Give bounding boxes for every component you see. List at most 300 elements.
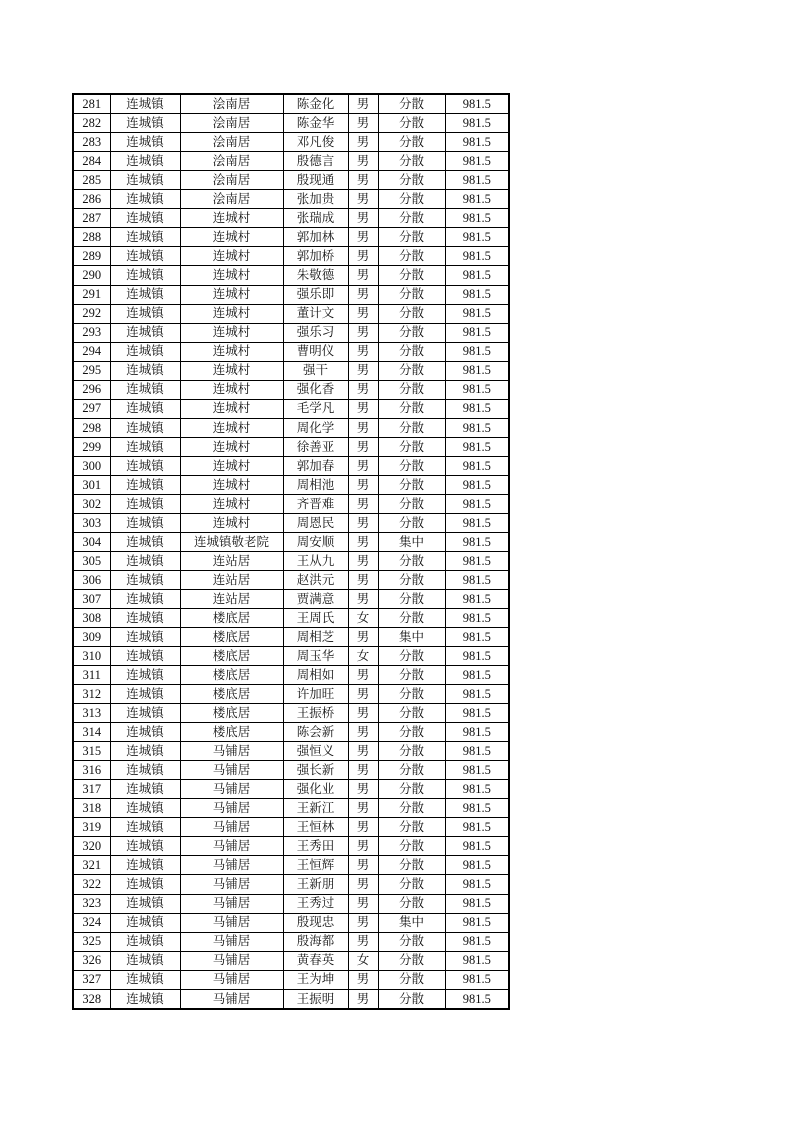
amount: 981.5 — [445, 418, 509, 437]
amount: 981.5 — [445, 437, 509, 456]
row-number: 322 — [73, 875, 110, 894]
row-number: 287 — [73, 209, 110, 228]
support-type: 分散 — [378, 856, 445, 875]
table-row — [73, 437, 509, 456]
gender: 男 — [348, 799, 378, 818]
support-type: 分散 — [378, 361, 445, 380]
village: 马铺居 — [180, 761, 283, 780]
village: 浍南居 — [180, 133, 283, 152]
village: 连站居 — [180, 551, 283, 570]
town: 连城镇 — [110, 266, 180, 285]
table-body — [73, 94, 509, 1009]
person-name: 王新朋 — [283, 875, 348, 894]
table-row — [73, 532, 509, 551]
row-number: 283 — [73, 133, 110, 152]
support-type: 分散 — [378, 761, 445, 780]
gender: 男 — [348, 494, 378, 513]
amount: 981.5 — [445, 590, 509, 609]
town: 连城镇 — [110, 475, 180, 494]
amount: 981.5 — [445, 647, 509, 666]
table-row — [73, 285, 509, 304]
town: 连城镇 — [110, 304, 180, 323]
row-number: 297 — [73, 399, 110, 418]
amount: 981.5 — [445, 532, 509, 551]
support-type: 分散 — [378, 94, 445, 114]
table-row — [73, 228, 509, 247]
person-name: 赵洪元 — [283, 570, 348, 589]
support-type: 分散 — [378, 152, 445, 171]
village: 楼底居 — [180, 666, 283, 685]
amount: 981.5 — [445, 209, 509, 228]
row-number: 290 — [73, 266, 110, 285]
person-name: 王新江 — [283, 799, 348, 818]
amount: 981.5 — [445, 666, 509, 685]
village: 浍南居 — [180, 190, 283, 209]
gender: 男 — [348, 456, 378, 475]
village: 马铺居 — [180, 818, 283, 837]
person-name: 强干 — [283, 361, 348, 380]
village: 楼底居 — [180, 628, 283, 647]
village: 连城村 — [180, 437, 283, 456]
amount: 981.5 — [445, 723, 509, 742]
support-type: 分散 — [378, 932, 445, 951]
gender: 男 — [348, 342, 378, 361]
row-number: 291 — [73, 285, 110, 304]
amount: 981.5 — [445, 856, 509, 875]
row-number: 326 — [73, 951, 110, 970]
person-name: 郭加春 — [283, 456, 348, 475]
table-row — [73, 94, 509, 114]
table-row — [73, 114, 509, 133]
person-name: 王恒辉 — [283, 856, 348, 875]
support-type: 分散 — [378, 418, 445, 437]
village: 连站居 — [180, 570, 283, 589]
amount: 981.5 — [445, 114, 509, 133]
support-type: 分散 — [378, 551, 445, 570]
gender: 男 — [348, 513, 378, 532]
gender: 男 — [348, 704, 378, 723]
person-name: 王振明 — [283, 989, 348, 1009]
amount: 981.5 — [445, 494, 509, 513]
row-number: 309 — [73, 628, 110, 647]
village: 马铺居 — [180, 951, 283, 970]
person-name: 陈会新 — [283, 723, 348, 742]
town: 连城镇 — [110, 590, 180, 609]
town: 连城镇 — [110, 437, 180, 456]
village: 马铺居 — [180, 932, 283, 951]
row-number: 295 — [73, 361, 110, 380]
person-name: 强乐即 — [283, 285, 348, 304]
support-type: 分散 — [378, 190, 445, 209]
row-number: 302 — [73, 494, 110, 513]
support-type: 分散 — [378, 989, 445, 1009]
table-row — [73, 609, 509, 628]
gender: 男 — [348, 932, 378, 951]
person-name: 强长新 — [283, 761, 348, 780]
gender: 男 — [348, 94, 378, 114]
person-name: 周玉华 — [283, 647, 348, 666]
village: 浍南居 — [180, 94, 283, 114]
gender: 男 — [348, 133, 378, 152]
amount: 981.5 — [445, 837, 509, 856]
gender: 男 — [348, 761, 378, 780]
table-row — [73, 475, 509, 494]
table-row — [73, 399, 509, 418]
village: 马铺居 — [180, 894, 283, 913]
support-type: 分散 — [378, 742, 445, 761]
person-name: 殷现忠 — [283, 913, 348, 932]
table-row — [73, 704, 509, 723]
table-row — [73, 209, 509, 228]
amount: 981.5 — [445, 761, 509, 780]
table-row — [73, 342, 509, 361]
gender: 男 — [348, 570, 378, 589]
table-row — [73, 247, 509, 266]
town: 连城镇 — [110, 799, 180, 818]
row-number: 303 — [73, 513, 110, 532]
village: 马铺居 — [180, 780, 283, 799]
person-name: 毛学凡 — [283, 399, 348, 418]
gender: 男 — [348, 742, 378, 761]
support-type: 分散 — [378, 951, 445, 970]
table-row — [73, 551, 509, 570]
row-number: 311 — [73, 666, 110, 685]
support-type: 分散 — [378, 209, 445, 228]
amount: 981.5 — [445, 152, 509, 171]
town: 连城镇 — [110, 856, 180, 875]
support-type: 分散 — [378, 399, 445, 418]
gender: 男 — [348, 590, 378, 609]
support-type: 分散 — [378, 228, 445, 247]
town: 连城镇 — [110, 456, 180, 475]
row-number: 317 — [73, 780, 110, 799]
row-number: 323 — [73, 894, 110, 913]
row-number: 305 — [73, 551, 110, 570]
person-name: 强恒义 — [283, 742, 348, 761]
town: 连城镇 — [110, 837, 180, 856]
town: 连城镇 — [110, 685, 180, 704]
person-name: 徐善亚 — [283, 437, 348, 456]
row-number: 315 — [73, 742, 110, 761]
town: 连城镇 — [110, 875, 180, 894]
person-name: 曹明仪 — [283, 342, 348, 361]
gender: 男 — [348, 114, 378, 133]
support-type: 分散 — [378, 590, 445, 609]
town: 连城镇 — [110, 951, 180, 970]
row-number: 312 — [73, 685, 110, 704]
village: 连城村 — [180, 456, 283, 475]
village: 连城村 — [180, 494, 283, 513]
amount: 981.5 — [445, 628, 509, 647]
table-row — [73, 647, 509, 666]
table-row — [73, 685, 509, 704]
row-number: 298 — [73, 418, 110, 437]
person-name: 郭加林 — [283, 228, 348, 247]
gender: 男 — [348, 875, 378, 894]
table-row — [73, 513, 509, 532]
amount: 981.5 — [445, 913, 509, 932]
person-name: 王秀田 — [283, 837, 348, 856]
person-name: 张瑞成 — [283, 209, 348, 228]
gender: 男 — [348, 894, 378, 913]
town: 连城镇 — [110, 247, 180, 266]
row-number: 314 — [73, 723, 110, 742]
village: 马铺居 — [180, 970, 283, 989]
table-row — [73, 951, 509, 970]
row-number: 299 — [73, 437, 110, 456]
village: 马铺居 — [180, 875, 283, 894]
support-type: 分散 — [378, 723, 445, 742]
support-type: 分散 — [378, 266, 445, 285]
village: 楼底居 — [180, 685, 283, 704]
table-row — [73, 837, 509, 856]
village: 连城村 — [180, 475, 283, 494]
village: 连城村 — [180, 399, 283, 418]
gender: 男 — [348, 856, 378, 875]
gender: 男 — [348, 361, 378, 380]
village: 浍南居 — [180, 171, 283, 190]
amount: 981.5 — [445, 266, 509, 285]
amount: 981.5 — [445, 228, 509, 247]
row-number: 288 — [73, 228, 110, 247]
amount: 981.5 — [445, 818, 509, 837]
village: 连城村 — [180, 342, 283, 361]
row-number: 310 — [73, 647, 110, 666]
support-type: 分散 — [378, 380, 445, 399]
row-number: 284 — [73, 152, 110, 171]
support-type: 分散 — [378, 875, 445, 894]
town: 连城镇 — [110, 418, 180, 437]
table-row — [73, 456, 509, 475]
row-number: 286 — [73, 190, 110, 209]
town: 连城镇 — [110, 894, 180, 913]
amount: 981.5 — [445, 94, 509, 114]
support-type: 分散 — [378, 342, 445, 361]
support-type: 分散 — [378, 114, 445, 133]
person-name: 陈金化 — [283, 94, 348, 114]
town: 连城镇 — [110, 932, 180, 951]
person-name: 朱敬德 — [283, 266, 348, 285]
gender: 男 — [348, 190, 378, 209]
village: 马铺居 — [180, 837, 283, 856]
town: 连城镇 — [110, 399, 180, 418]
gender: 男 — [348, 628, 378, 647]
person-name: 张加贵 — [283, 190, 348, 209]
amount: 981.5 — [445, 247, 509, 266]
town: 连城镇 — [110, 666, 180, 685]
table-row — [73, 932, 509, 951]
town: 连城镇 — [110, 152, 180, 171]
town: 连城镇 — [110, 513, 180, 532]
gender: 男 — [348, 209, 378, 228]
village: 连城村 — [180, 285, 283, 304]
gender: 女 — [348, 647, 378, 666]
person-name: 邓凡俊 — [283, 133, 348, 152]
person-name: 周相池 — [283, 475, 348, 494]
row-number: 294 — [73, 342, 110, 361]
town: 连城镇 — [110, 228, 180, 247]
support-type: 分散 — [378, 894, 445, 913]
table-row — [73, 418, 509, 437]
amount: 981.5 — [445, 570, 509, 589]
gender: 男 — [348, 380, 378, 399]
table-row — [73, 856, 509, 875]
support-type: 分散 — [378, 780, 445, 799]
table-row — [73, 266, 509, 285]
row-number: 296 — [73, 380, 110, 399]
support-type: 集中 — [378, 913, 445, 932]
town: 连城镇 — [110, 989, 180, 1009]
town: 连城镇 — [110, 818, 180, 837]
support-type: 分散 — [378, 323, 445, 342]
table-row — [73, 970, 509, 989]
support-type: 集中 — [378, 532, 445, 551]
town: 连城镇 — [110, 551, 180, 570]
person-name: 王为坤 — [283, 970, 348, 989]
town: 连城镇 — [110, 704, 180, 723]
town: 连城镇 — [110, 361, 180, 380]
town: 连城镇 — [110, 94, 180, 114]
table-row — [73, 171, 509, 190]
gender: 女 — [348, 951, 378, 970]
gender: 男 — [348, 818, 378, 837]
row-number: 292 — [73, 304, 110, 323]
town: 连城镇 — [110, 114, 180, 133]
support-type: 分散 — [378, 247, 445, 266]
person-name: 许加旺 — [283, 685, 348, 704]
person-name: 殷海都 — [283, 932, 348, 951]
support-type: 分散 — [378, 456, 445, 475]
support-type: 分散 — [378, 647, 445, 666]
amount: 981.5 — [445, 799, 509, 818]
town: 连城镇 — [110, 171, 180, 190]
support-type: 分散 — [378, 494, 445, 513]
row-number: 285 — [73, 171, 110, 190]
gender: 男 — [348, 666, 378, 685]
table-row — [73, 152, 509, 171]
gender: 男 — [348, 152, 378, 171]
support-type: 分散 — [378, 171, 445, 190]
person-name: 贾满意 — [283, 590, 348, 609]
person-name: 殷现通 — [283, 171, 348, 190]
person-name: 殷德言 — [283, 152, 348, 171]
row-number: 318 — [73, 799, 110, 818]
amount: 981.5 — [445, 609, 509, 628]
table-row — [73, 989, 509, 1009]
amount: 981.5 — [445, 304, 509, 323]
row-number: 328 — [73, 989, 110, 1009]
gender: 男 — [348, 551, 378, 570]
amount: 981.5 — [445, 989, 509, 1009]
amount: 981.5 — [445, 932, 509, 951]
village: 楼底居 — [180, 723, 283, 742]
person-name: 强化香 — [283, 380, 348, 399]
row-number: 304 — [73, 532, 110, 551]
table-row — [73, 780, 509, 799]
row-number: 281 — [73, 94, 110, 114]
support-type: 集中 — [378, 628, 445, 647]
village: 连城村 — [180, 380, 283, 399]
row-number: 316 — [73, 761, 110, 780]
person-name: 王振桥 — [283, 704, 348, 723]
village: 楼底居 — [180, 609, 283, 628]
support-type: 分散 — [378, 837, 445, 856]
row-number: 327 — [73, 970, 110, 989]
town: 连城镇 — [110, 570, 180, 589]
town: 连城镇 — [110, 970, 180, 989]
village: 马铺居 — [180, 913, 283, 932]
village: 浍南居 — [180, 114, 283, 133]
table-row — [73, 494, 509, 513]
town: 连城镇 — [110, 609, 180, 628]
gender: 男 — [348, 475, 378, 494]
person-name: 黄春英 — [283, 951, 348, 970]
row-number: 325 — [73, 932, 110, 951]
support-type: 分散 — [378, 133, 445, 152]
table-row — [73, 190, 509, 209]
amount: 981.5 — [445, 399, 509, 418]
town: 连城镇 — [110, 285, 180, 304]
amount: 981.5 — [445, 323, 509, 342]
person-name: 周相如 — [283, 666, 348, 685]
person-name: 董计文 — [283, 304, 348, 323]
person-name: 周恩民 — [283, 513, 348, 532]
amount: 981.5 — [445, 742, 509, 761]
gender: 男 — [348, 418, 378, 437]
support-type: 分散 — [378, 285, 445, 304]
town: 连城镇 — [110, 133, 180, 152]
amount: 981.5 — [445, 475, 509, 494]
village: 连城村 — [180, 266, 283, 285]
amount: 981.5 — [445, 133, 509, 152]
village: 连城村 — [180, 418, 283, 437]
village: 连城村 — [180, 513, 283, 532]
gender: 男 — [348, 399, 378, 418]
village: 连城村 — [180, 323, 283, 342]
gender: 男 — [348, 285, 378, 304]
table-row — [73, 323, 509, 342]
town: 连城镇 — [110, 209, 180, 228]
row-number: 308 — [73, 609, 110, 628]
amount: 981.5 — [445, 894, 509, 913]
support-type: 分散 — [378, 475, 445, 494]
person-name: 周安顺 — [283, 532, 348, 551]
person-name: 王恒林 — [283, 818, 348, 837]
table-row — [73, 666, 509, 685]
person-name: 王周氏 — [283, 609, 348, 628]
village: 连城村 — [180, 209, 283, 228]
table-row — [73, 628, 509, 647]
gender: 男 — [348, 532, 378, 551]
support-type: 分散 — [378, 570, 445, 589]
amount: 981.5 — [445, 685, 509, 704]
person-name: 王从九 — [283, 551, 348, 570]
support-type: 分散 — [378, 609, 445, 628]
village: 连站居 — [180, 590, 283, 609]
village: 连城村 — [180, 361, 283, 380]
table-row — [73, 133, 509, 152]
gender: 男 — [348, 913, 378, 932]
amount: 981.5 — [445, 513, 509, 532]
town: 连城镇 — [110, 647, 180, 666]
amount: 981.5 — [445, 190, 509, 209]
village: 马铺居 — [180, 742, 283, 761]
town: 连城镇 — [110, 723, 180, 742]
village: 马铺居 — [180, 989, 283, 1009]
town: 连城镇 — [110, 532, 180, 551]
person-name: 周相芝 — [283, 628, 348, 647]
village: 连城村 — [180, 247, 283, 266]
